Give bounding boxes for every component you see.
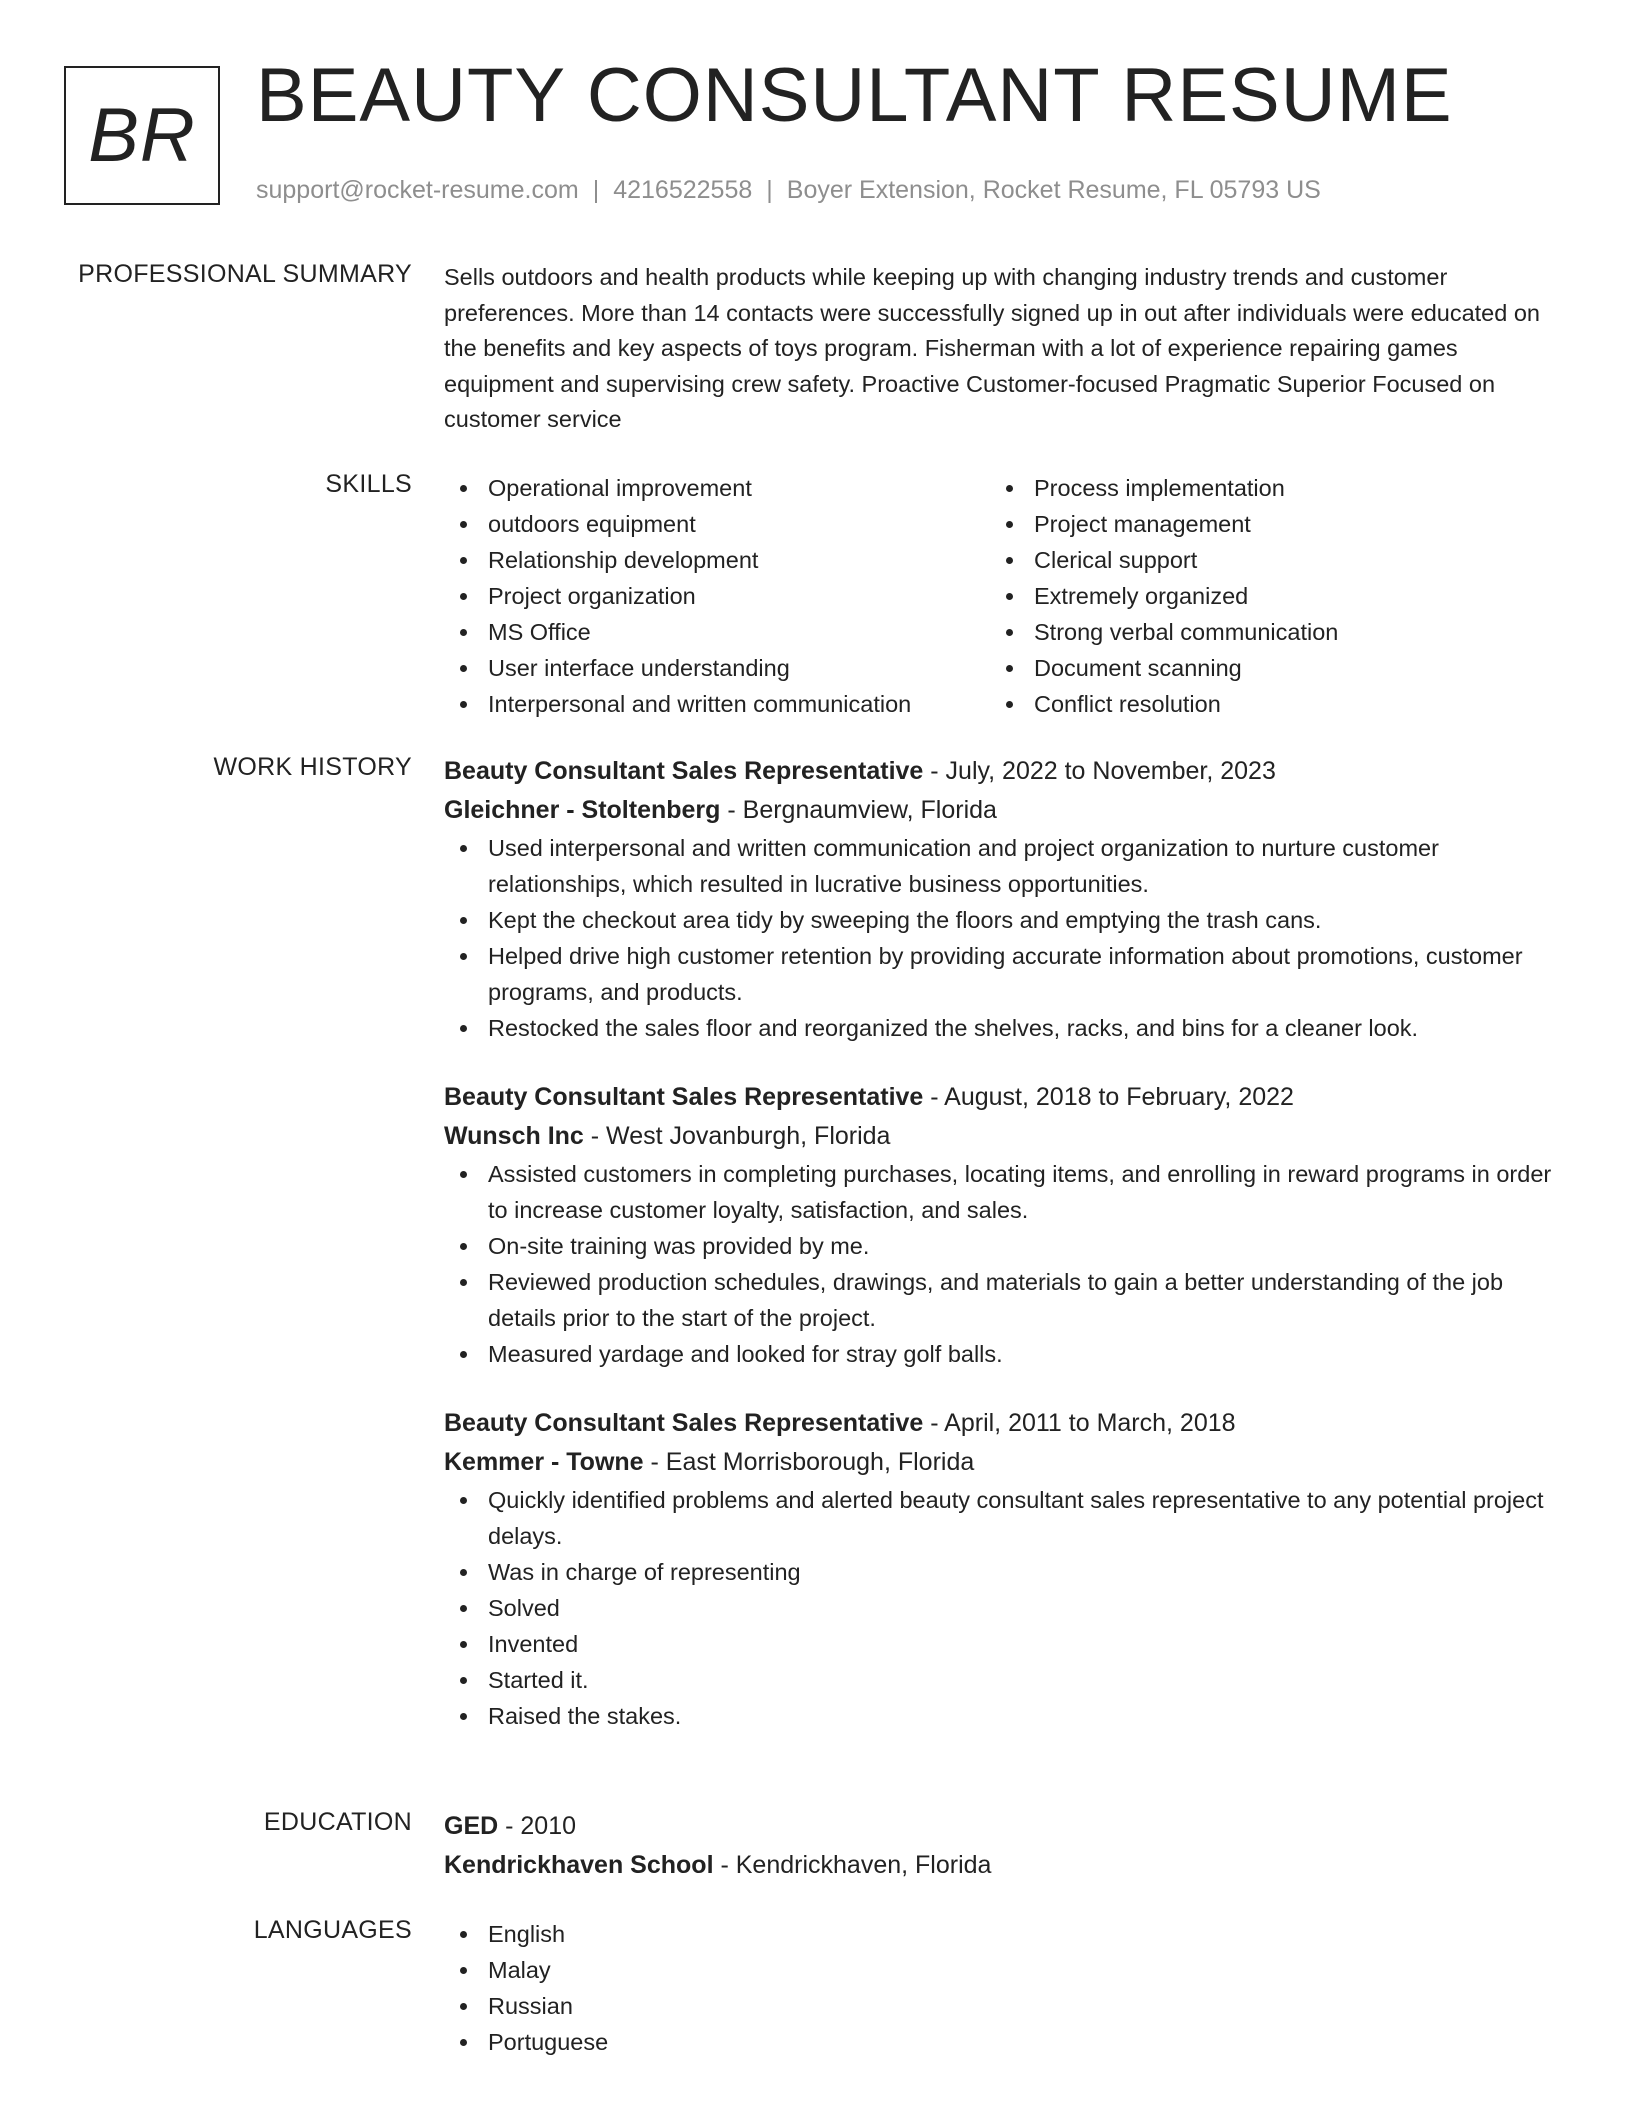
job-title-line <box>444 1078 1564 1117</box>
skill-item: outdoors equipment <box>444 506 990 542</box>
skill-item: Interpersonal and written communication <box>444 686 990 722</box>
languages-list <box>444 1916 1564 2060</box>
skill-item: Conflict resolution <box>990 686 1536 722</box>
skill-item: Relationship development <box>444 542 990 578</box>
job-company: Wunsch Inc <box>444 1122 584 1150</box>
job-bullet: Raised the stakes. <box>444 1698 1564 1734</box>
job-title-line <box>444 752 1564 791</box>
education-degree: GED <box>444 1812 499 1840</box>
section-heading: LANGUAGES <box>253 1916 412 1944</box>
contact-separator: | <box>766 176 773 204</box>
job-bullet: Invented <box>444 1626 1564 1662</box>
job-title: Beauty Consultant Sales Representative <box>444 1083 924 1111</box>
skill-item: Extremely organized <box>990 578 1536 614</box>
job-bullet: Quickly identified problems and alerted beauty consultant sales representative to any potential project delays. <box>444 1482 1564 1554</box>
monogram-text: BR <box>88 93 196 178</box>
monogram-logo <box>64 66 220 205</box>
skill-item: Project management <box>990 506 1536 542</box>
education-location: - Kendrickhaven, Florida <box>713 1851 992 1879</box>
job-bullet: Helped drive high customer retention by providing accurate information about promotions, customer programs, and products. <box>444 938 1564 1010</box>
job-bullets <box>444 1482 1564 1734</box>
job-bullet: Measured yardage and looked for stray golf balls. <box>444 1336 1564 1372</box>
language-item: Russian <box>444 1988 1564 2024</box>
contact-email[interactable]: support@rocket-resume.com <box>256 176 579 204</box>
jobs-container <box>444 752 1564 1734</box>
job-location: - Bergnaumview, Florida <box>720 796 997 824</box>
job-dates: - April, 2011 to March, 2018 <box>923 1409 1236 1437</box>
education-body <box>444 1807 1564 1885</box>
job-bullets <box>444 1156 1564 1372</box>
job-bullet: Used interpersonal and written communication and project organization to nurture customer relationships, which resulted in lucrative business opportunities. <box>444 830 1564 902</box>
job-title-line <box>444 1404 1564 1443</box>
job-company-line <box>444 1117 1564 1156</box>
job-entry <box>444 1078 1564 1372</box>
job-location: - West Jovanburgh, Florida <box>583 1122 891 1150</box>
contact-phone[interactable]: 4216522558 <box>613 176 753 204</box>
skill-item: MS Office <box>444 614 990 650</box>
job-bullet: Kept the checkout area tidy by sweeping the floors and emptying the trash cans. <box>444 902 1564 938</box>
job-entry <box>444 1404 1564 1734</box>
skills-grid <box>444 470 1564 722</box>
job-bullet: Reviewed production schedules, drawings, and materials to gain a better understanding of the job details prior to the start of the project. <box>444 1264 1564 1336</box>
section-heading: EDUCATION <box>263 1808 412 1836</box>
skill-item: Document scanning <box>990 650 1536 686</box>
education-school-line <box>444 1846 1564 1885</box>
skills-list-left <box>444 470 990 722</box>
section-heading: WORK HISTORY <box>213 753 412 781</box>
job-bullet: Assisted customers in completing purchases, locating items, and enrolling in reward programs in order to increase customer loyalty, satisfaction, and sales. <box>444 1156 1564 1228</box>
job-company: Kemmer - Towne <box>444 1448 644 1476</box>
section-heading: PROFESSIONAL SUMMARY <box>78 260 412 288</box>
job-title: Beauty Consultant Sales Representative <box>444 1409 924 1437</box>
education-year: - 2010 <box>498 1812 577 1840</box>
skill-item: Operational improvement <box>444 470 990 506</box>
contact-separator: | <box>592 176 600 204</box>
job-bullet: On-site training was provided by me. <box>444 1228 1564 1264</box>
section-heading: SKILLS <box>325 470 412 498</box>
job-bullet: Solved <box>444 1590 1564 1626</box>
job-bullets <box>444 830 1564 1046</box>
skill-item: Strong verbal communication <box>990 614 1536 650</box>
job-bullet: Started it. <box>444 1662 1564 1698</box>
language-item: Portuguese <box>444 2024 1564 2060</box>
summary-text: Sells outdoors and health products while keeping up with changing industry trends and customer preferences. More than 14 contacts were successfully signed up in out after individuals were educated on the benefits and key aspects of toys program. Fisherman with a lot of experience repairing games equipment and supervising crew safety. Proactive Customer-focused Pragmatic Superior Focused on customer service <box>444 264 1540 432</box>
languages-body <box>444 1916 1564 2060</box>
job-company-line <box>444 1443 1564 1482</box>
skill-item: Project organization <box>444 578 990 614</box>
skills-body <box>444 470 1564 722</box>
resume-title: BEAUTY CONSULTANT RESUME <box>256 53 1453 138</box>
skill-item: Process implementation <box>990 470 1536 506</box>
contact-address: Boyer Extension, Rocket Resume, FL 05793 US <box>786 176 1321 204</box>
job-company-line <box>444 791 1564 830</box>
job-title: Beauty Consultant Sales Representative <box>444 757 924 785</box>
education-school: Kendrickhaven School <box>444 1851 714 1879</box>
skill-item: Clerical support <box>990 542 1536 578</box>
job-company: Gleichner - Stoltenberg <box>444 796 721 824</box>
language-item: Malay <box>444 1952 1564 1988</box>
contact-line <box>256 176 1321 205</box>
job-entry <box>444 752 1564 1046</box>
job-dates: - July, 2022 to November, 2023 <box>923 757 1276 785</box>
skills-list-right <box>990 470 1536 722</box>
job-dates: - August, 2018 to February, 2022 <box>923 1083 1294 1111</box>
language-item: English <box>444 1916 1564 1952</box>
job-bullet: Was in charge of representing <box>444 1554 1564 1590</box>
skill-item: User interface understanding <box>444 650 990 686</box>
education-degree-line <box>444 1807 1564 1846</box>
job-bullet: Restocked the sales floor and reorganized the shelves, racks, and bins for a cleaner look. <box>444 1010 1564 1046</box>
job-location: - East Morrisborough, Florida <box>643 1448 975 1476</box>
